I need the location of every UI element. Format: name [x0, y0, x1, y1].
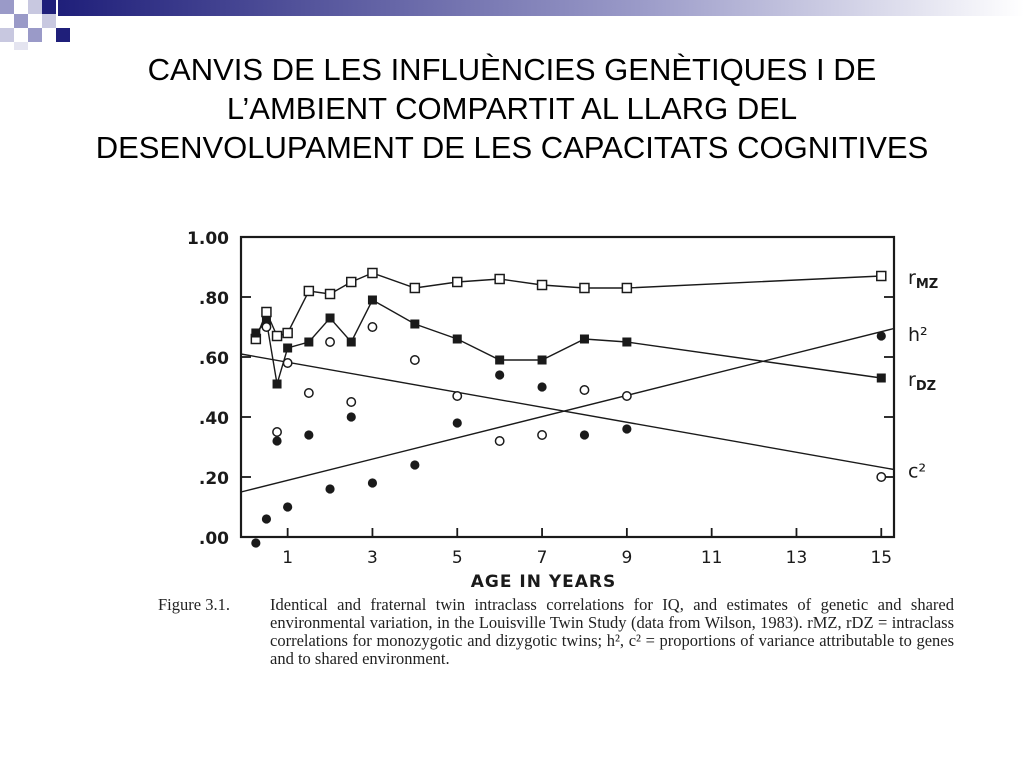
data-point-rdz: [580, 335, 589, 344]
data-point-rdz: [495, 356, 504, 365]
data-point-rmz: [538, 281, 547, 290]
data-point-h2: [304, 430, 313, 439]
x-tick-label: 9: [621, 548, 633, 568]
x-tick-label: 15: [870, 548, 893, 568]
y-tick-label: .60: [198, 349, 229, 369]
data-point-rdz: [273, 380, 282, 389]
data-point-c2: [538, 431, 546, 439]
data-point-rmz: [580, 284, 589, 293]
deco-square: [28, 0, 42, 14]
header-gradient-bar: [58, 0, 1024, 16]
data-point-rdz: [283, 344, 292, 353]
caption-line: monozygotic and dizygotic twins; h², c² = proportions of variance: [376, 631, 815, 650]
data-point-h2: [251, 538, 260, 547]
data-point-c2: [877, 473, 885, 481]
data-point-rdz: [251, 329, 260, 338]
caption-label: Figure 3.1.: [158, 595, 230, 614]
series-layer: [241, 269, 894, 548]
data-point-h2: [347, 412, 356, 421]
deco-square: [14, 42, 28, 50]
data-point-rmz: [368, 269, 377, 278]
data-point-rdz: [326, 314, 335, 323]
data-point-rmz: [453, 278, 462, 287]
series-label-h2: h²: [908, 324, 928, 346]
y-tick-label: .80: [198, 289, 229, 309]
data-point-h2: [262, 514, 271, 523]
x-tick-label: 5: [451, 548, 463, 568]
data-point-h2: [325, 484, 334, 493]
data-point-c2: [411, 356, 419, 364]
caption-line: attributable to genes and to shared environment.: [270, 631, 955, 668]
data-point-rdz: [877, 374, 886, 383]
data-point-rdz: [410, 320, 419, 329]
deco-square: [42, 0, 56, 14]
caption-text: [270, 596, 954, 668]
data-point-c2: [326, 338, 334, 346]
caption-line: Study (data from Wilson, 1983). rMZ, rDZ = intraclass correlations for: [270, 613, 955, 650]
deco-square: [42, 14, 56, 28]
data-point-c2: [262, 323, 270, 331]
trend-line-c2: [241, 354, 894, 470]
data-point-rmz: [495, 275, 504, 284]
deco-square: [28, 28, 42, 42]
data-point-rmz: [410, 284, 419, 293]
data-point-rmz: [304, 287, 313, 296]
x-tick-label: 13: [785, 548, 808, 568]
plot-frame: [241, 237, 894, 537]
data-point-rdz: [622, 338, 631, 347]
data-point-h2: [283, 502, 292, 511]
deco-square: [56, 28, 70, 42]
x-tick-label: 7: [536, 548, 548, 568]
series-label-c2: c²: [908, 460, 927, 483]
y-tick-label: 1.00: [187, 229, 229, 249]
data-point-c2: [305, 389, 313, 397]
x-tick-label: 11: [700, 548, 723, 568]
data-point-h2: [537, 382, 546, 391]
y-tick-label: .20: [198, 469, 229, 489]
figure-caption: [158, 596, 958, 668]
data-point-rmz: [877, 272, 886, 281]
data-point-c2: [623, 392, 631, 400]
data-point-c2: [273, 428, 281, 436]
data-point-rdz: [453, 335, 462, 344]
y-tick-label: .40: [198, 409, 229, 429]
deco-square: [0, 0, 14, 14]
caption-line: of genetic and shared environmental variation, in the Louisville Twin: [270, 595, 954, 632]
data-point-rdz: [368, 296, 377, 305]
data-point-rmz: [622, 284, 631, 293]
data-point-c2: [368, 323, 376, 331]
data-point-c2: [580, 386, 588, 394]
trend-line-h2: [241, 329, 894, 493]
x-axis-label: AGE IN YEARS: [470, 572, 617, 592]
series-label-rmz: $r_{MZ}$: [908, 267, 939, 292]
series-label-rdz: $r_{DZ}$: [908, 369, 937, 394]
data-point-rdz: [538, 356, 547, 365]
x-tick-label: 3: [367, 548, 378, 568]
caption-line: Identical and fraternal twin intraclass correlations for IQ, and estimates: [270, 595, 788, 614]
data-point-c2: [347, 398, 355, 406]
data-point-h2: [368, 478, 377, 487]
x-tick-label: 1: [282, 548, 294, 568]
data-point-rdz: [304, 338, 313, 347]
data-point-c2: [283, 359, 291, 367]
data-point-rmz: [326, 290, 335, 299]
data-point-rmz: [283, 329, 292, 338]
data-point-h2: [495, 370, 504, 379]
data-point-h2: [410, 460, 419, 469]
data-point-c2: [495, 437, 503, 445]
data-point-h2: [622, 424, 631, 433]
data-point-h2: [453, 418, 462, 427]
data-point-rdz: [347, 338, 356, 347]
data-point-h2: [877, 331, 886, 340]
data-point-c2: [453, 392, 461, 400]
slide-title: CANVIS DE LES INFLUÈNCIES GENÈTIQUES I DE L’AMBIENT COMPARTIT AL LLARG DEL DESENVOLUPAMENT DE LES CAPACITATS COGNITIVES: [95, 52, 929, 165]
deco-square: [0, 28, 14, 42]
slide-decoration: [0, 0, 1024, 50]
data-point-h2: [272, 436, 281, 445]
y-tick-label: .00: [198, 529, 229, 549]
data-point-rmz: [262, 308, 271, 317]
deco-square: [14, 14, 28, 28]
twin-correlation-chart: [150, 222, 970, 594]
labels-layer: [471, 267, 938, 592]
data-point-h2: [580, 430, 589, 439]
data-point-rmz: [273, 332, 282, 341]
data-point-rmz: [347, 278, 356, 287]
